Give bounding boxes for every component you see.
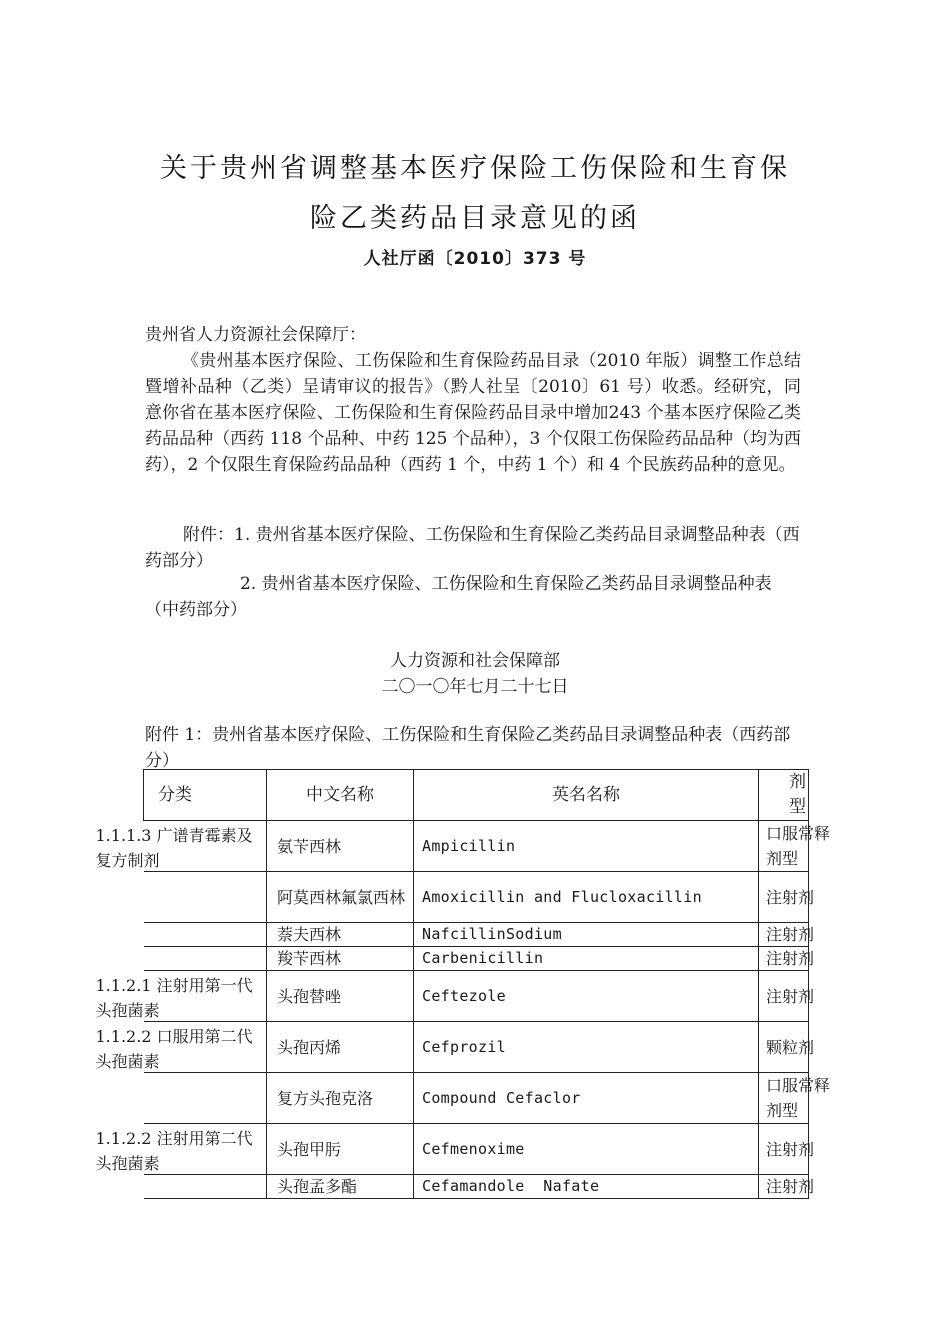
header-chinese-name: 中文名称 [267, 770, 414, 821]
dosage-cell: 注射剂 [759, 872, 809, 923]
body-paragraph: 《贵州基本医疗保险、工伤保险和生育保险药品目录（2010 年版）调整工作总结暨增补品种（乙类）呈请审议的报告》（黔人社呈〔2010〕61 号）收悉。经研究，同意你省在基本医疗保险、工伤保险和生育保险药品目录中增加243 个基本医疗保险乙类药品品种（西药 118 个品种、中药 125 个品种），3 个仅限工伤保险药品品种（均为西药），2 个仅限生育保险药品品种（西药 1 个，中药 1 个）和 4 个民族药品种的意见。 [145, 351, 801, 475]
chinese-name-cell: 氨苄西林 [267, 821, 414, 872]
header-dosage: 剂型 [759, 770, 809, 821]
table-row [144, 1124, 809, 1175]
doc-title-line1: 关于贵州省调整基本医疗保险工伤保险和生育保 [160, 153, 790, 184]
drug-table [95, 769, 831, 1199]
table-row [144, 971, 809, 1022]
english-name-cell: Ceftezole [414, 971, 759, 1022]
english-name-cell: Ampicillin [414, 821, 759, 872]
english-name-cell: NafcillinSodium [414, 923, 759, 947]
table-row [144, 947, 809, 971]
chinese-name-cell: 头孢丙烯 [267, 1022, 414, 1073]
english-name-cell: Cefmenoxime [414, 1124, 759, 1175]
doc-number: 人社厅函〔2010〕373 号 [363, 249, 587, 269]
english-name-cell: Compound Cefaclor [414, 1073, 759, 1124]
table-row [144, 1175, 809, 1199]
table-row [144, 1073, 809, 1124]
category-cell: 1.1.2.2 注射用第二代头孢菌素 [95, 1129, 253, 1173]
table-row [144, 821, 809, 872]
doc-title-line2: 险乙类药品目录意见的函 [310, 203, 640, 234]
english-name-cell: Cefamandole Nafate [414, 1175, 759, 1199]
header-category: 分类 [144, 770, 267, 821]
attachment-1: 附件：1. 贵州省基本医疗保险、工伤保险和生育保险乙类药品目录调整品种表（西药部分） [145, 525, 800, 571]
table-row [144, 1022, 809, 1073]
table-row [144, 872, 809, 923]
attachment-2: 2. 贵州省基本医疗保险、工伤保险和生育保险乙类药品目录调整品种表（中药部分） [145, 574, 772, 620]
dosage-cell: 口服常释剂型 [766, 824, 831, 868]
category-cell: 1.1.1.3 广谱青霉素及复方制剂 [95, 826, 253, 870]
chinese-name-cell: 头孢甲肟 [267, 1124, 414, 1175]
chinese-name-cell: 头孢替唑 [267, 971, 414, 1022]
dosage-cell: 注射剂 [759, 971, 809, 1022]
category-cell: 1.1.2.2 口服用第二代头孢菌素 [95, 1027, 253, 1071]
table-row [144, 923, 809, 947]
signature-date: 二〇一〇年七月二十七日 [381, 677, 569, 697]
category-cell: 1.1.2.1 注射用第一代头孢菌素 [95, 976, 253, 1020]
chinese-name-cell: 复方头孢克洛 [267, 1073, 414, 1124]
dosage-cell: 注射剂 [759, 1175, 809, 1199]
signature-org: 人力资源和社会保障部 [390, 651, 560, 671]
english-name-cell: Carbenicillin [414, 947, 759, 971]
dosage-cell: 注射剂 [759, 947, 809, 971]
salutation: 贵州省人力资源社会保障厅： [145, 325, 366, 345]
chinese-name-cell: 萘夫西林 [267, 923, 414, 947]
dosage-cell: 口服常释剂型 [766, 1076, 831, 1120]
chinese-name-cell: 阿莫西林氟氯西林 [267, 872, 414, 923]
dosage-cell: 注射剂 [759, 923, 809, 947]
dosage-cell: 注射剂 [759, 1124, 809, 1175]
chinese-name-cell: 羧苄西林 [267, 947, 414, 971]
table-header-row [144, 770, 809, 821]
table-title: 附件 1：贵州省基本医疗保险、工伤保险和生育保险乙类药品目录调整品种表（西药部分） [145, 725, 791, 771]
header-english-name: 英名名称 [414, 770, 759, 821]
english-name-cell: Amoxicillin and Flucloxacillin [414, 872, 759, 923]
english-name-cell: Cefprozil [414, 1022, 759, 1073]
chinese-name-cell: 头孢孟多酯 [267, 1175, 414, 1199]
dosage-cell: 颗粒剂 [759, 1022, 809, 1073]
